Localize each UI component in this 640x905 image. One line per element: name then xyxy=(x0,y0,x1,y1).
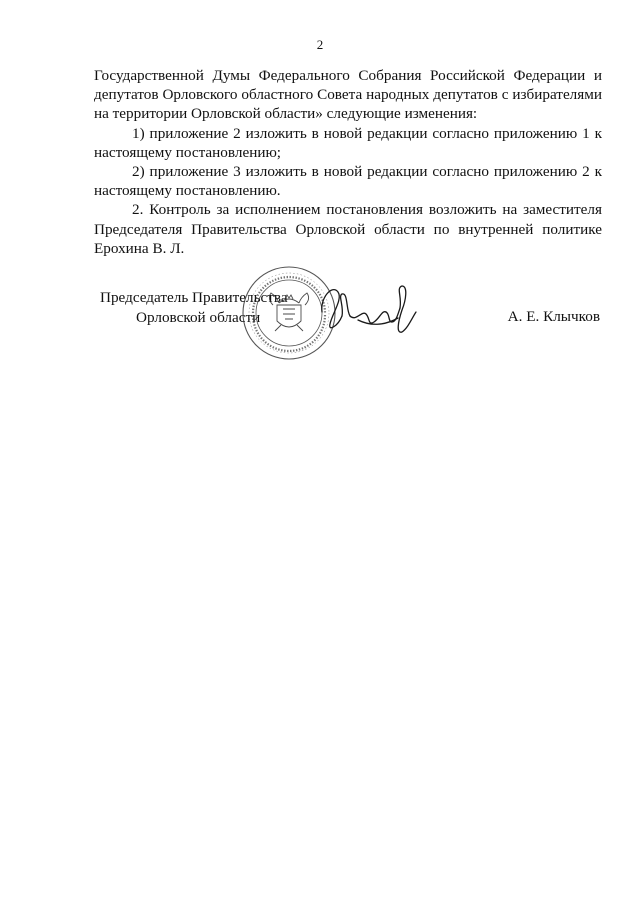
paragraph-continuation: Государственной Думы Федерального Собрания Российской Федерации и депутатов Орловского областного Совета народных депутатов с избирателями на территории Орловской области» следующие изменения: xyxy=(94,67,602,123)
document-body xyxy=(94,66,602,258)
paragraph-item-1: 1) приложение 2 изложить в новой редакции согласно приложению 1 к настоящему постановлению; xyxy=(94,124,602,161)
coat-of-arms-icon xyxy=(269,293,308,331)
handwritten-signature xyxy=(318,282,418,338)
signatory-title-line-2: Орловской области xyxy=(136,309,261,326)
paragraph-control-clause: 2. Контроль за исполнением постановления возложить на заместителя Председателя Правительства Орловской области по внутренней политике Ерохина В. Л. xyxy=(94,201,602,257)
paragraph-item-2: 2) приложение 3 изложить в новой редакции согласно приложению 2 к настоящему постановлению. xyxy=(94,163,602,200)
signatory-name: А. Е. Клычков xyxy=(507,308,600,325)
signatory-title-line-1: Председатель Правительства xyxy=(100,289,288,306)
page-number: 2 xyxy=(316,37,324,52)
